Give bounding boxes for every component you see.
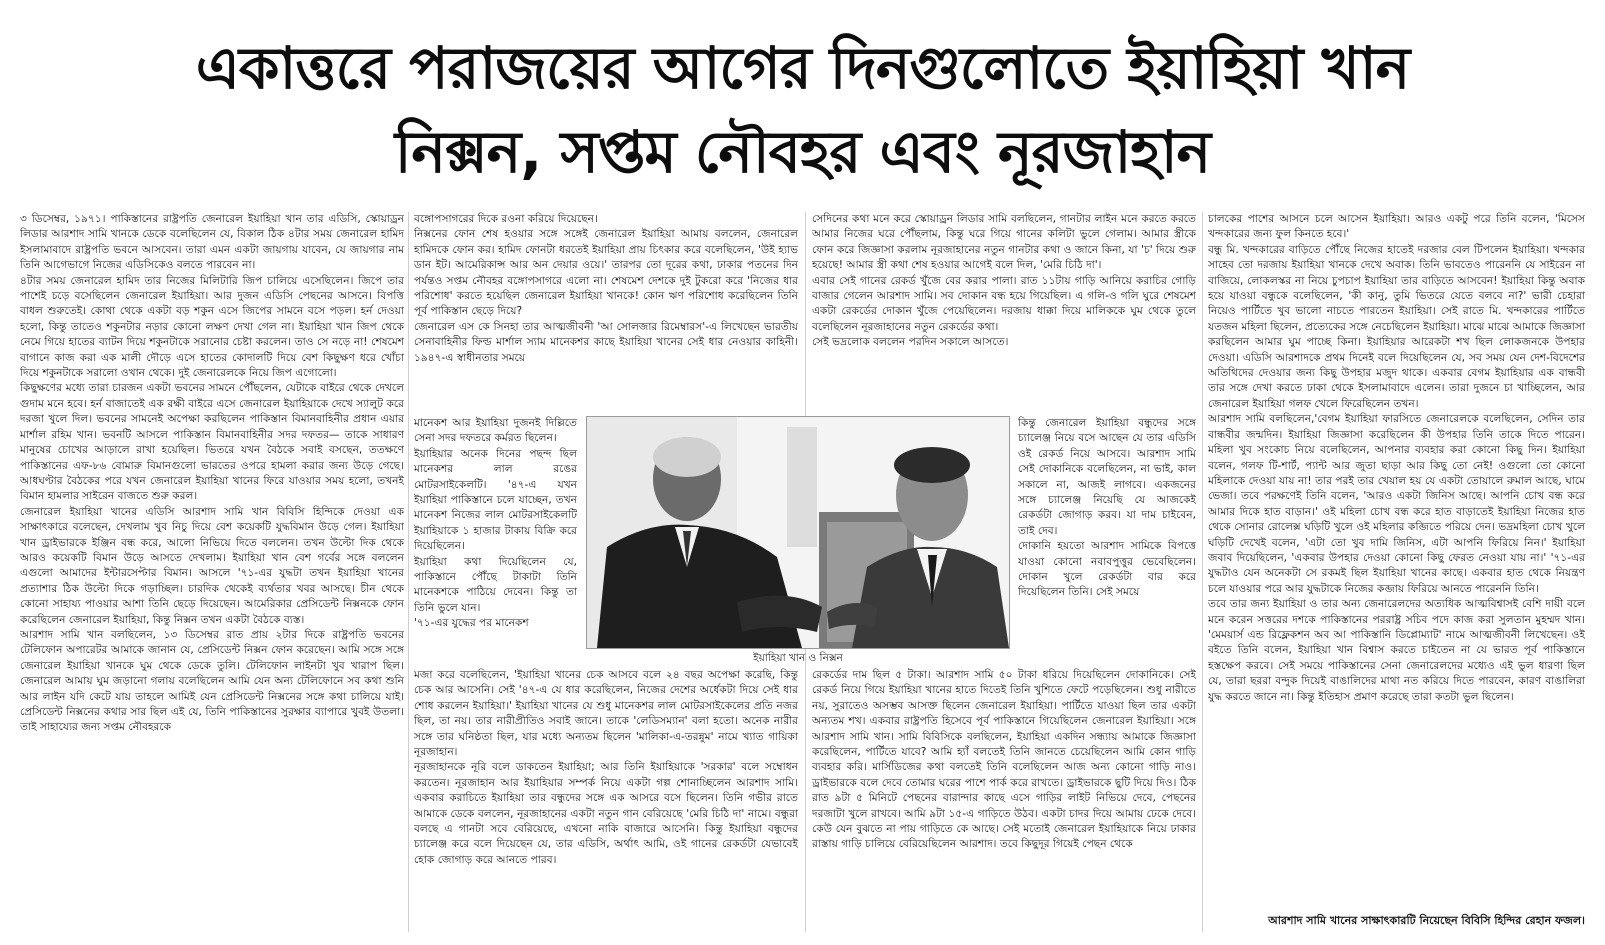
article-column-3-beside-photo (1018, 416, 1196, 668)
paragraph: জেনারেল ইয়াহিয়া খানের এডিসি আরশাদ সামি খান বিবিসি হিন্দিকে দেওয়া এক সাক্ষাৎকারে বলেছেন, দেখলাম খুব নিচু দিয়ে বেশ কয়েকটি যুদ্ধবিমান উড়ে গেল। ইয়াহিয়া খান ড্রাইভারকে ইঞ্জিন বন্ধ করে, আলো নিভিয়ে দিতে বললেন। তখন উল্টো দিক থেকে আরও কয়েকটি বিমান উড়ে আসতে দেখলাম। ইয়াহিয়া খান বেশ গর্বের সঙ্গে বললেন এগুলো আমাদের ইন্টারসেপ্টার বিমান। আসলে '৭১-এর যুদ্ধটা তখন ইয়াহিয়া খানের প্রত্যাশার ঠিক উল্টো দিকে গড়াচ্ছিল। চারদিক থেকেই ব্যর্থতার খবর আসছে। চীন থেকে কোনো সাহায্য পাওয়ার আশা তিনি ছেড়ে দিয়েছেন। আমেরিকার প্রেসিডেন্ট নিক্সনকে ফোন করেছিলেন জেনারেল ইয়াহিয়া, কিন্তু নিক্সন তখন একটা বৈঠকে ব্যস্ত। (20, 505, 404, 626)
paragraph: রেকর্ডের দাম ছিল ৫ টাকা। আরশাদ সামি ৫০ টাকা ধরিয়ে দিয়েছিলেন দোকানিকে। সেই রেকর্ড নিয়ে গিয়ে ইয়াহিয়া খানের হাতে দিতেই তিনি খুশিতে ফেটে পড়েছিলেন। শুধু নারীতে নয়, সুরাতেও অসম্ভব আসক্ত ছিলেন জেনারেল ইয়াহিয়া। পার্টিতে যাওয়া ছিল তার একটা অন্যতম শখ। একবার রাষ্ট্রপতি হিসেবে পূর্ব পাকিস্তানে গিয়েছিলেন জেনারেল ইয়াহিয়া। সঙ্গে আরশাদ সামি খান। সামি বিবিসিকে বলছিলেন, ইয়াহিয়া একদিন সন্ধ্যায় আমাকে জিজ্ঞাসা করেছিলেন, পার্টিতে যাবে? আমি হ্যাঁ বলতেই তিনি জানতে চেয়েছিলেন আমি কোন গাড়ি ব্যবহার করি। মার্সিডিজের কথা বলতেই তিনি বলেছিলেন আজ অন্য কোনো গাড়ি নাও। ড্রাইভারকে বলে দেবে তোমার ঘরের পাশে পার্ক করে রাখতে। ড্রাইভারকে ছুটি দিয়ে দিও। ঠিক রাত ৯টা ৫ মিনিটে পেছনের বারান্দার কাছে এসে গাড়ির লাইট নিভিয়ে দেবে, পেছনের দরজাটা খুলে রাখবে। আমি ৯টা ১৫-এ গাড়িতে উঠব। একটা চাদর দিয়ে আমায় ঢেকে দেবে। কেউ যেন বুঝতে না পায় গাড়িতে কে আছে। সেই মতোই জেনারেল ইয়াহিয়াকে নিয়ে ঢাকার রাস্তায় গাড়ি চালিয়ে বেরিয়েছিলেন আরশাদ। তবে কিছুদূর গিয়েই পেছন থেকে (812, 669, 1196, 851)
article-column-2-top (414, 212, 798, 417)
paragraph: কিছুক্ষণের মধ্যে তারা চারজন একটা ভবনের সামনে পৌঁছলেন, যেটাকে বাইরে থেকে দেখলে গুদাম মনে হবে। হর্ন বাজাতেই এক রক্ষী বাইরে এসে জেনারেল ইয়াহিয়াকে দেখে স্যালুট করে দরজা খুলে দিল। ভবনের সামনেই অপেক্ষা করছিলেন পাকিস্তান বিমানবাহিনীর প্রধান এয়ার মার্শাল রহিম খান। ভবনটি আসলে পাকিস্তান বিমানবাহিনীর সদর দফতর— তাকে সাধারণ মানুষের চোখের আড়ালে রাখা হয়েছিল। ভিতরে যখন বৈঠকে সবাই বসছেন, ততক্ষণে পাকিস্তানের এফ-৮৬ বোমারু বিমানগুলো ভারতের ওপরে হামলা করার জন্য উড়ে গেছে। আধঘণ্টার বৈঠকের পরে যখন জেনারেল ইয়াহিয়া খানের ফিরে যাওয়ার সময় হলো, তখনই বিমান হামলার সাইরেন বাজতে শুরু করল। (20, 382, 404, 503)
article-column-3-bottom (812, 668, 1196, 932)
paragraph: সেই ভদ্রলোক বললেন পরদিন সকালে আসতে। (812, 336, 1009, 349)
article-column-2-beside-photo (414, 416, 577, 668)
headline-line-1: একাত্তরে পরাজয়ের আগের দিনগুলোতে ইয়াহিয়া খান (195, 34, 1410, 102)
photo-caption: ইয়াহিয়া খান ও নিক্সন (753, 652, 843, 664)
paragraph: ৩ ডিসেম্বর, ১৯৭১। পাকিস্তানের রাষ্ট্রপতি জেনারেল ইয়াহিয়া খান তার এডিসি, স্কোয়াড্রন লিডার আরশাদ সামি খানকে ডেকে বলেছিলেন যে, বিকাল ঠিক ৪টার সময় জেনারেল হামিদ ইসলামাবাদে রাষ্ট্রপতি ভবনে আসবেন। তারা এমন একটা জায়গায় যাবেন, যে জায়গার নাম তিনি আগেভাগে নিজের এডিসিকেও বলতে পারবেন না। (20, 213, 404, 272)
paragraph: কিন্তু জেনারেল ইয়াহিয়া বন্ধুদের সঙ্গে চ্যালেঞ্জ নিয়ে বসে আছেন যে তার এডিসি ওই রেকর্ড নিয়ে আসবে। আরশাদ সামি সেই দোকানিকে বলেছিলেন, না ভাই, কাল সকালে না, আজই লাগবে। একজনের সঙ্গে চ্যালেঞ্জ নিয়েছি যে আজকেই রেকর্ডটা জোগাড় করব। যা দাম চাইবেন, তাই দেব। (1018, 417, 1196, 537)
interview-credit: আরশাদ সামি খানের সাক্ষাৎকারটি নিয়েছেন বিবিসি হিন্দির রেহান ফজল। (1268, 914, 1585, 927)
paragraph: দোকানি হয়তো আরশাদ সামিকে বিপত্তে যাওয়া কোনো নবাবপুত্তুর ভেবেছিলেন। দোকান খুলে রেকর্ডটা বার করে দিয়েছিলেন তিনি। সেই সময়ে (1018, 540, 1196, 599)
paragraph: বঙ্গোপসাগরের দিকে রওনা করিয়ে দিয়েছেন। (414, 213, 598, 225)
paragraph: নিক্সনের ফোন শেষ হওয়ার সঙ্গে সঙ্গেই জেনারেল ইয়াহিয়া আমায় বললেন, জেনারেল হামিদকে ফোন কর। হামিদ ফোনটা ধরতেই ইয়াহিয়া প্রায় চিৎকার করে বলেছিলেন, 'উই হ্যাভ ডান ইট। আমেরিকান্স আর অন দেয়ার ওয়ে।' তারপর তো দূরের কথা, ঢাকার পতনের দিন পর্যন্তও সপ্তম নৌবহর বঙ্গোপসাগরে এলো না। শেষমেশ দেশকে দুই টুকরো করে 'নিজের ধার পরিশোধ' করতে হয়েছিল জেনারেল ইয়াহিয়া খানকে! কোন ঋণ পরিশোধ করেছিলেন তিনি পূর্ব পাকিস্তান ছেড়ে দিয়ে? (414, 228, 798, 318)
article-column-2-bottom (414, 668, 798, 932)
column-rule (408, 212, 409, 932)
article-column-4 (1208, 212, 1585, 912)
paragraph: চালকের পাশের আসনে চলে আসেন ইয়াহিয়া। আরও একটু পরে তিনি বলেন, 'মিসেস খন্দকারের জন্য ফুল কিনতে হবে।' (1208, 213, 1585, 241)
paragraph: ৪টার সময় জেনারেল হামিদ তার নিজের মিলিটারি জিপ চালিয়ে এসেছিলেন। জিপে তার পাশেই চড়ে বসেছিলেন জেনারেল ইয়াহিয়া। আর দুজন এডিসি পেছনের আসনে। বিপত্তি বাধল শুরুতেই। কোথা থেকে একটা বড় শকুন এসে জিপের সামনে বসে পড়ল। হর্ন দেওয়া হলো, কিন্তু তাতেও শকুনটার নড়ার কোনো লক্ষণ দেখা গেল না। ইয়াহিয়া খান জিপ থেকে নেমে গিয়ে হাতের ব্যাটন দিয়ে শকুনটাকে সরানোর চেষ্টা করলেন। তাও সে নড়ে না! শেষমেশ বাগানে কাজ করা এক মালী দৌড়ে এসে হাতের কোদালটি দিয়ে বেশ কিছুক্ষণ ধরে খোঁচা দিয়ে শকুনটাকে সরালো ওখান থেকে। দুই জেনারেলকে নিয়ে জিপ এগোলো। (20, 274, 404, 380)
paragraph: '৭১-এর যুদ্ধের পর মানেকশ (414, 617, 529, 630)
paragraph: এবার সেই গানের রেকর্ড খুঁজে বের করার পালা। রাত ১১টায় গাড়ি আনিয়ে করাচির গোড়ি বাজার গেলেন আরশাদ সামি। সব দোকান বন্ধ হয়ে গিয়েছিল। এ গলি-ও গলি ঘুরে শেষমেশ একটা রেকর্ডের দোকান খুঁজে পেয়েছিলেন। দরজায় ধাক্কা দিয়ে মালিককে ঘুম থেকে তুলে বলেছিলেন নূরজাহানের নতুন রেকর্ডের কথা। (812, 274, 1196, 333)
article-photo (586, 416, 1010, 649)
paragraph: আরশাদ সামি বলছিলেন,'বেগম ইয়াহিয়া ফারসিতে জেনারেলকে বলেছিলেন, সেদিন তার বান্ধবীর জন্মদিন। ইয়াহিয়া জিজ্ঞাসা করেছিলেন কী উপহার তিনি তাকে দিতে পারেন। মহিলা খুব সংকোচ নিয়ে বলেছিলেন, আপনার ব্যবহার করা কোনো কিছু দিন। ইয়াহিয়া বলেন, গলফ টি-শার্ট, প্যান্ট আর জুতা ছাড়া আর কিছু তো নেই! ওগুলো তো কোনো মহিলাকে দেওয়া যায় না! তার পরই তার খেয়াল হয় যে একটা তোয়ালে রুমাল আছে, ঘামে ভেজা। তবে পরক্ষণেই তিনি বলেন, 'আরও একটা জিনিস আছে। আপনি চোখ বন্ধ করে আমার দিকে হাত বাড়ান।' ওই মহিলা চোখ বন্ধ করে হাত বাড়াতেই ইয়াহিয়া নিজের হাত থেকে সোনার রোলেক্স ঘড়িটি খুলে ওই মহিলার কব্জিতে পরিয়ে দেন। ভদ্রমহিলা চোখ খুলে ঘড়িটি দেখেই বলেন, 'এটা তো খুব দামি জিনিস, এটা আপনি ফিরিয়ে নিন।' ইয়াহিয়া জবাব দিয়েছিলেন, 'একবার উপহার দেওয়া কোনো কিছু ফেরত নেওয়া যায় না।' '৭১-এর যুদ্ধটাও যেন অনেকটা সে রকমই ছিল ইয়াহিয়া খানের কাছে। একবার হাত থেকে নিয়ন্ত্রণ চলে যাওয়ার পরে আর যুদ্ধটাকে নিজের কব্জায় ফিরিয়ে আনতে পারেননি তিনি। (1208, 413, 1585, 595)
paragraph: ইয়াহিয়ার অনেক দিনের পছন্দ ছিল মানেকশর লাল রঙের মোটরসাইকেলটি। '৪৭-এ যখন ইয়াহিয়া পাকিস্তানে চলে যাচ্ছেন, তখন মানেকশ নিজের লাল মোটরসাইকেলটি ইয়াহিয়াকে ১ হাজার টাকায় বিক্রি করে দিয়েছিলেন। (414, 447, 577, 553)
headline-line-2: নিক্সন, সপ্তম নৌবহর এবং নূরজাহান (394, 118, 1211, 186)
paragraph: জেনারেল এস কে সিনহা তার আত্মজীবনী 'আ সোলজার রিমেম্বারস'-এ লিখেছেন ভারতীয় সেনাবাহিনীর ফিল্ড মার্শাল স্যাম মানেকশর কাছে ইয়াহিয়া খানের সেই ধার নেওয়ার কাহিনী। ১৯৪৭-এ স্বাধীনতার সময়ে (414, 320, 798, 364)
paragraph: তবে তার জন্য ইয়াহিয়া ও তার অন্য জেনারেলদের অত্যধিক আত্মবিশ্বাসই বেশি দায়ী বলে মনে করেন সত্তরের দশকে পাকিস্তানের পররাষ্ট্র সচিব পদে কাজ করা সুলতান মুহম্মদ খান। 'মেময়ার্স এন্ড রিফ্লেকশন অব আ পাকিস্তানি ডিপ্লোম্যাট' নামে আত্মজীবনী লিখেছেন। ওই বইতে তিনি বলেন, ইয়াহিয়া খান বিশ্বাস করতে চাইতেন না যে ভারত পূর্ব পাকিস্তানে হস্তক্ষেপ করবে। সেই সময়ে পাকিস্তানের সেনা জেনারেলদের মধ্যেও এই ভুল ধারণা ছিল যে, তারা ছররা বন্দুক দিয়েই বাঙালিদের মাথা নত করিয়ে দিতে পারবেন, কারণ বাঙালিরা যুদ্ধ করতে জানে না। কিন্তু ইতিহাস প্রমাণ করেছে তারা কতটা ভুল ছিলেন। (1208, 598, 1585, 703)
paragraph: মানেকশ আর ইয়াহিয়া দুজনই দিল্লিতে সেনা সদর দফতরে কর্মরত ছিলেন। (414, 417, 577, 445)
column-rule (1202, 212, 1203, 932)
paragraph: বন্ধু মি. খন্দকারের বাড়িতে পৌঁছে নিজের হাতেই দরজার বেল টিপলেন ইয়াহিয়া। খন্দকার সাহেব তো দরজায় ইয়াহিয়া খানকে দেখে অবাক। তিনি ভাবতেও পারেননি যে সাইরেন না বাজিয়ে, লোকলস্কর না নিয়ে চুপচাপ ইয়াহিয়া তার বাড়িতে আসবেন! ইয়াহিয়া কিন্তু অবাক হয়ে যাওয়া বন্ধুকে বলেছিলেন, 'কী কানু, তুমি ভিতরে যেতে বলবে না?' ভারী চেহারা নিয়েও পার্টিতে খুব ভালো নাচতে পারতেন ইয়াহিয়া। সেই রাতে মি. খন্দকারের পার্টিতে যতজন মহিলা ছিলেন, প্রত্যেকের সঙ্গে নেচেছিলেন ইয়াহিয়া। মাঝে মাঝে আমাকে জিজ্ঞাসা করছিলেন আমার ঘুম পাচ্ছে কিনা। ইয়াহিয়ার আরেকটা শখ ছিল লোকজনকে উপহার দেওয়া। এডিসি আরশাদকে প্রথম দিনেই বলে দিয়েছিলেন যে, সব সময় যেন দেশ-বিদেশের অতিথিদের দেওয়ার জন্য কিছু উপহার মজুদ থাকে। একবার বেগম ইয়াহিয়ার এক বান্ধবী তার সঙ্গে দেখা করতে ঢাকা থেকে ইসলামাবাদে এলেন। তারা দুজনে চা খাচ্ছিলেন, আর জেনারেল ইয়াহিয়া গলফ খেলে ফিরেছিলেন তখন। (1208, 243, 1585, 410)
paragraph: নূরজাহানকে নূরি বলে ডাকতেন ইয়াহিয়া; আর তিনি ইয়াহিয়াকে 'সরকার' বলে সম্বোধন করতেন। নূরজাহান আর ইয়াহিয়ার সম্পর্ক নিয়ে একটা গল্প শোনাচ্ছিলেন আরশাদ সামি। একবার করাচিতে ইয়াহিয়া তার বন্ধুদের সঙ্গে এক আসরে বসে ছিলেন। তিনি গভীর রাতে আমাকে ডেকে বললেন, নূরজাহানের একটা নতুন গান বেরিয়েছে 'মেরি চিঠি দা' নামে। বন্ধুরা বলছে এ গানটা সবে বেরিয়েছে, এখনো নাকি বাজারে আসেনি। কিন্তু ইয়াহিয়া বন্ধুদের চ্যালেঞ্জ করে বলে দিয়েছেন যে, তার এডিসি, অর্থাৎ আমি, ওই গানের রেকর্ডটা যেভাবেই হোক জোগাড় করে আনতে পারব। (414, 761, 798, 866)
paragraph: সেদিনের কথা মনে করে স্কোয়াড্রন লিডার সামি বলছিলেন, গানটার লাইন মনে করতে করতে আমার নিজের ঘরে পৌঁছলাম, কিন্তু ঘরে গিয়ে গানের কলিটা ভুলে গেলাম। আমার স্ত্রীকে ফোন করে জিজ্ঞাসা করলাম নূরজাহানের নতুন গানটার কথা ও জানে কিনা, যা 'চ' দিয়ে শুরু হয়েছে! আমার স্ত্রী কথা শেষ হওয়ার আগেই বলে দিল, 'মেরি চিঠি দা'। (812, 213, 1196, 272)
paragraph: মজা করে বলেছিলেন, 'ইয়াহিয়া খানের চেক আসবে বলে ২৪ বছর অপেক্ষা করেছি, কিন্তু চেক আর আসেনি। সেই '৪৭-এ যে ধার করেছিলেন, নিজের দেশের অর্ধেকটা দিয়ে সেই ধার শোধ করলেন ইয়াহিয়া।' ইয়াহিয়া খানের যে শুধু মানেকশর লাল মোটরসাইকেলের প্রতি নজর ছিল, তা নয়। তার নারীপ্রীতিও সবাই জানে। তাকে 'লেডিসম্যান' বলা হতো। অনেক নারীর সঙ্গে তার ঘনিষ্ঠতা ছিল, যার মধ্যে অন্যতম ছিলেন 'মালিকা-এ-তরন্নুম' নামে খ্যাত গায়িকা নূরজাহান। (414, 669, 798, 759)
photo-illustration (587, 417, 1009, 648)
article-column-3-top (812, 212, 1196, 372)
paragraph: ইয়াহিয়া কথা দিয়েছিলেন যে, পাকিস্তানে পৌঁছে টাকাটা তিনি মানেকশকে পাঠিয়ে দেবেন। কিন্তু তা তিনি ভুলে যান। (414, 555, 577, 614)
article-column-1 (20, 212, 404, 932)
paragraph: আরশাদ সামি খান বলছিলেন, ১৩ ডিসেম্বর রাত প্রায় ২টার দিকে রাষ্ট্রপতি ভবনের টেলিফোন অপারেটর আমাকে জানান যে, প্রেসিডেন্ট নিক্সন ফোন করেছেন। আমি সঙ্গে সঙ্গে জেনারেল ইয়াহিয়া খানকে ঘুম থেকে ডেকে তুলি। টেলিফোন লাইনটা খুব খারাপ ছিল। জেনারেল আমায় ঘুম জড়ানো গলায় বলেছিলেন আমি যেন অন্য টেলিফোনে সব কথা শুনি আর লাইন যদি কেটে যায় তাহলে আমিই যেন প্রেসিডেন্ট নিক্সনের সঙ্গে কথা চালিয়ে যাই। প্রেসিডেন্ট নিক্সনের কথার সার ছিল এই যে, তিনি পাকিস্তানের সুরক্ষার ব্যাপারে খুবই উতলা। তাই সাহায্যের জন্য সপ্তম নৌবহরকে (20, 628, 404, 734)
